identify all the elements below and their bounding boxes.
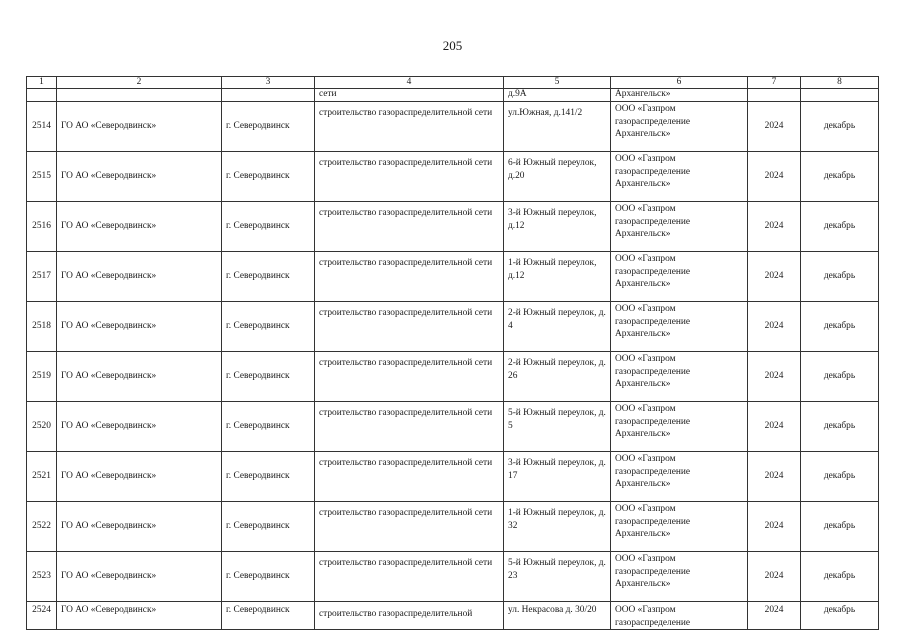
cell-work-type: сети — [315, 89, 504, 102]
cell-address: 3-й Южный переулок, д. 17 — [504, 452, 611, 502]
cell-row-number: 2521 — [27, 452, 57, 502]
cell-settlement: 3 — [222, 77, 315, 89]
table-row — [27, 152, 879, 202]
cell-district: ГО АО «Северодвинск» — [57, 302, 222, 352]
cell-organization: ООО «Газпром газораспределение Архангельск» — [611, 352, 748, 402]
cell-settlement: г. Северодвинск — [222, 502, 315, 552]
cell-work-type: строительство газораспределительной сети — [315, 302, 504, 352]
cell-address: ул. Некрасова д. 30/20 — [504, 602, 611, 630]
cell-work-type: строительство газораспределительной сети — [315, 152, 504, 202]
cell-work-type: 4 — [315, 77, 504, 89]
cell-settlement — [222, 89, 315, 102]
cell-year — [748, 89, 801, 102]
cell-year: 2024 — [748, 252, 801, 302]
cell-address: 5-й Южный переулок, д. 5 — [504, 402, 611, 452]
table-row — [27, 252, 879, 302]
cell-organization: ООО «Газпром газораспределение — [611, 602, 748, 630]
cell-settlement: г. Северодвинск — [222, 302, 315, 352]
cell-district: ГО АО «Северодвинск» — [57, 502, 222, 552]
cell-organization: 6 — [611, 77, 748, 89]
cell-work-type: строительство газораспределительной сети — [315, 402, 504, 452]
cell-row-number: 2515 — [27, 152, 57, 202]
cell-organization: ООО «Газпром газораспределение Архангельск» — [611, 402, 748, 452]
cell-work-type: строительство газораспределительной сети — [315, 502, 504, 552]
cell-district — [57, 89, 222, 102]
cell-year: 2024 — [748, 602, 801, 630]
cell-organization: ООО «Газпром газораспределение Архангельск» — [611, 552, 748, 602]
cell-row-number: 2519 — [27, 352, 57, 402]
cell-settlement: г. Северодвинск — [222, 202, 315, 252]
cell-address: 1-й Южный переулок, д. 32 — [504, 502, 611, 552]
table-body — [27, 77, 879, 630]
table-row — [27, 452, 879, 502]
header-row — [27, 77, 879, 89]
cell-address: 5-й Южный переулок, д. 23 — [504, 552, 611, 602]
cell-month: декабрь — [801, 452, 879, 502]
cell-work-type: строительство газораспределительной сети — [315, 252, 504, 302]
cell-settlement: г. Северодвинск — [222, 152, 315, 202]
cell-address: д.9А — [504, 89, 611, 102]
cell-district: ГО АО «Северодвинск» — [57, 352, 222, 402]
page-number: 205 — [442, 38, 463, 53]
cell-organization: ООО «Газпром газораспределение Архангельск» — [611, 502, 748, 552]
cell-address: 1-й Южный переулок, д.12 — [504, 252, 611, 302]
cell-district: 2 — [57, 77, 222, 89]
cell-address: 3-й Южный переулок, д.12 — [504, 202, 611, 252]
cell-row-number: 2522 — [27, 502, 57, 552]
table-row — [27, 552, 879, 602]
cell-settlement: г. Северодвинск — [222, 602, 315, 630]
cell-month — [801, 89, 879, 102]
cell-address: 5 — [504, 77, 611, 89]
cell-work-type: строительство газораспределительной сети — [315, 552, 504, 602]
cell-year: 2024 — [748, 302, 801, 352]
cell-month: декабрь — [801, 202, 879, 252]
cell-year: 2024 — [748, 552, 801, 602]
table-row — [27, 402, 879, 452]
cell-district: ГО АО «Северодвинск» — [57, 252, 222, 302]
cell-month: декабрь — [801, 302, 879, 352]
cell-organization: ООО «Газпром газораспределение Архангельск» — [611, 102, 748, 152]
cell-organization: Архангельск» — [611, 89, 748, 102]
table-row — [27, 352, 879, 402]
cell-district: ГО АО «Северодвинск» — [57, 152, 222, 202]
cell-district: ГО АО «Северодвинск» — [57, 552, 222, 602]
cell-address: 2-й Южный переулок, д. 26 — [504, 352, 611, 402]
cell-settlement: г. Северодвинск — [222, 352, 315, 402]
cell-district: ГО АО «Северодвинск» — [57, 102, 222, 152]
table-row — [27, 302, 879, 352]
cell-row-number: 2524 — [27, 602, 57, 630]
cell-district: ГО АО «Северодвинск» — [57, 452, 222, 502]
cell-district: ГО АО «Северодвинск» — [57, 202, 222, 252]
cell-row-number: 2518 — [27, 302, 57, 352]
cell-settlement: г. Северодвинск — [222, 252, 315, 302]
cell-year: 2024 — [748, 402, 801, 452]
cell-work-type: строительство газораспределительной сети — [315, 202, 504, 252]
cell-row-number: 1 — [27, 77, 57, 89]
cell-month: декабрь — [801, 552, 879, 602]
cell-row-number: 2516 — [27, 202, 57, 252]
cell-work-type: строительство газораспределительной сети — [315, 352, 504, 402]
cell-row-number: 2523 — [27, 552, 57, 602]
cell-work-type: строительство газораспределительной сети — [315, 102, 504, 152]
cell-organization: ООО «Газпром газораспределение Архангельск» — [611, 452, 748, 502]
cell-year: 2024 — [748, 202, 801, 252]
table-row — [27, 202, 879, 252]
cell-year: 2024 — [748, 152, 801, 202]
cell-year: 2024 — [748, 352, 801, 402]
cell-month: декабрь — [801, 252, 879, 302]
cell-year: 2024 — [748, 452, 801, 502]
cell-month: декабрь — [801, 402, 879, 452]
cell-settlement: г. Северодвинск — [222, 552, 315, 602]
cell-settlement: г. Северодвинск — [222, 452, 315, 502]
cell-month: декабрь — [801, 152, 879, 202]
cell-organization: ООО «Газпром газораспределение Архангельск» — [611, 152, 748, 202]
cell-month: декабрь — [801, 352, 879, 402]
cell-row-number: 2520 — [27, 402, 57, 452]
cell-organization: ООО «Газпром газораспределение Архангельск» — [611, 302, 748, 352]
cell-work-type: строительство газораспределительной сети — [315, 452, 504, 502]
cell-work-type: строительство газораспределительной — [315, 602, 504, 630]
data-table — [26, 76, 879, 630]
cell-settlement: г. Северодвинск — [222, 102, 315, 152]
cell-organization: ООО «Газпром газораспределение Архангельск» — [611, 252, 748, 302]
cell-district: ГО АО «Северодвинск» — [57, 602, 222, 630]
cell-address: 2-й Южный переулок, д. 4 — [504, 302, 611, 352]
cell-row-number: 2514 — [27, 102, 57, 152]
cell-year: 7 — [748, 77, 801, 89]
cell-month: 8 — [801, 77, 879, 89]
continuation-row — [27, 89, 879, 102]
cell-address: ул.Южная, д.141/2 — [504, 102, 611, 152]
table-row — [27, 502, 879, 552]
cell-month: декабрь — [801, 102, 879, 152]
table-row-partial — [27, 602, 879, 630]
cell-district: ГО АО «Северодвинск» — [57, 402, 222, 452]
cell-row-number — [27, 89, 57, 102]
cell-settlement: г. Северодвинск — [222, 402, 315, 452]
table-row — [27, 102, 879, 152]
cell-month: декабрь — [801, 602, 879, 630]
cell-address: 6-й Южный переулок, д.20 — [504, 152, 611, 202]
cell-month: декабрь — [801, 502, 879, 552]
cell-year: 2024 — [748, 502, 801, 552]
cell-organization: ООО «Газпром газораспределение Архангельск» — [611, 202, 748, 252]
cell-row-number: 2517 — [27, 252, 57, 302]
cell-year: 2024 — [748, 102, 801, 152]
